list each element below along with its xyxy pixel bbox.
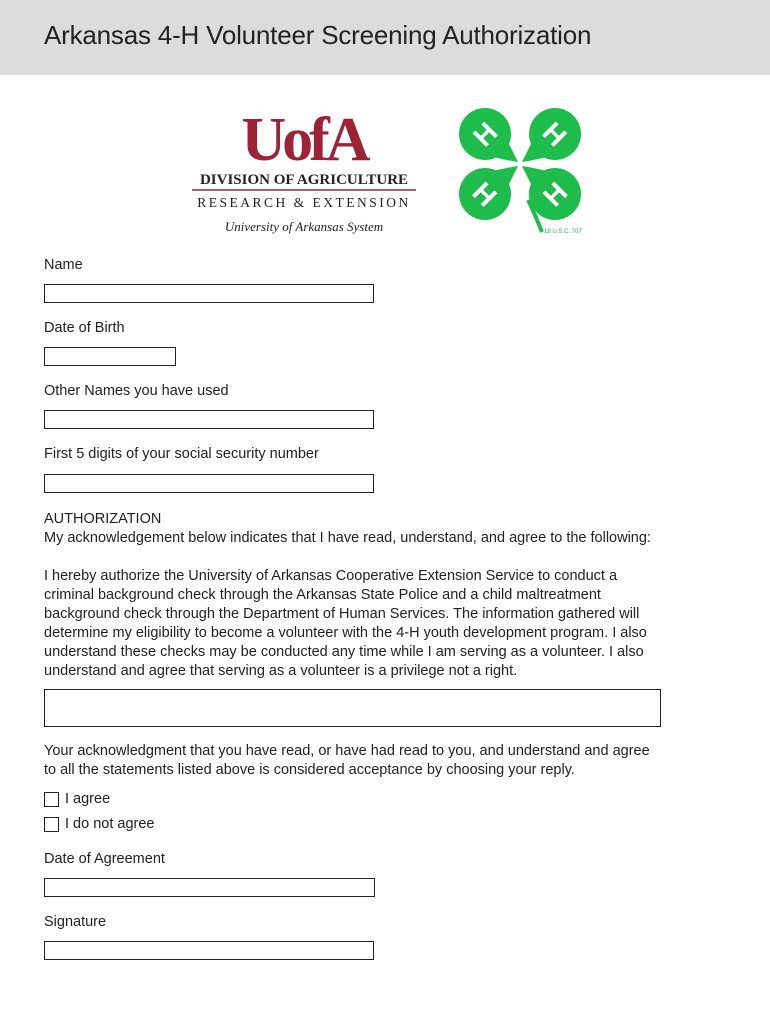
page-header: [0, 0, 770, 75]
university-system-text: University of Arkansas System: [224, 219, 384, 234]
disagree-label: I do not agree: [65, 816, 155, 832]
acknowledgment-line: Your acknowledgment that you have read, or have had read to you, and understand and agree: [44, 743, 650, 759]
name-label: Name: [44, 257, 83, 273]
authorization-heading: AUTHORIZATION: [44, 511, 162, 527]
signature-label: Signature: [44, 914, 107, 930]
page-title: Arkansas 4-H Volunteer Screening Authorization: [44, 20, 592, 50]
name-input[interactable]: [44, 284, 374, 303]
other-names-input[interactable]: [44, 410, 374, 429]
agree-option[interactable]: [44, 791, 110, 807]
authorization-line: determine my eligibility to become a volunteer with the 4-H youth development program. I also: [44, 625, 647, 641]
agree-checkbox[interactable]: [44, 792, 59, 807]
uofa-division-logo: [186, 100, 422, 238]
authorization-line: understand these checks may be conducted any time while I am serving as a volunteer. I also: [44, 644, 644, 660]
disagree-checkbox[interactable]: [44, 817, 59, 832]
division-text: DIVISION OF AGRICULTURE: [199, 172, 409, 188]
authorization-acknowledgement-input[interactable]: [44, 689, 661, 727]
authorization-body: [44, 567, 734, 681]
acknowledgment-line: to all the statements listed above is considered acceptance by choosing your reply.: [44, 762, 575, 778]
disagree-option[interactable]: [44, 816, 155, 832]
authorization-line: I hereby authorize the University of Arkansas Cooperative Extension Service to conduct a: [44, 568, 618, 584]
agreement-date-label: Date of Agreement: [44, 851, 165, 867]
clover-letter-1: H: [467, 116, 504, 153]
dob-label: Date of Birth: [44, 320, 125, 336]
clover-letter-2: H: [536, 116, 573, 153]
ssn-label: First 5 digits of your social security number: [44, 446, 319, 462]
research-extension-text: RESEARCH & EXTENSION: [197, 195, 411, 210]
authorization-header: [44, 510, 734, 548]
agreement-date-input[interactable]: [44, 878, 375, 897]
ssn-input[interactable]: [44, 474, 374, 493]
acknowledgment-text: [44, 742, 734, 780]
authorization-line: background check through the Department of Human Services. The information gathered will: [44, 606, 640, 622]
other-names-label: Other Names you have used: [44, 383, 229, 399]
authorization-line: understand and agree that serving as a volunteer is a privilege not a right.: [44, 663, 518, 679]
clover-letter-3: H: [466, 176, 503, 213]
four-h-clover-logo: [456, 100, 584, 236]
dob-input[interactable]: [44, 347, 176, 366]
signature-input[interactable]: [44, 941, 374, 960]
uofa-mark-text: UofA: [241, 106, 367, 174]
authorization-intro: My acknowledgement below indicates that I have read, understand, and agree to the following:: [44, 530, 651, 546]
authorization-line: criminal background check through the Arkansas State Police and a child maltreatment: [44, 587, 601, 603]
clover-small-text: 18 U.S.C. 707: [544, 229, 582, 235]
clover-letter-4: H: [537, 176, 574, 213]
agree-label: I agree: [65, 791, 111, 807]
